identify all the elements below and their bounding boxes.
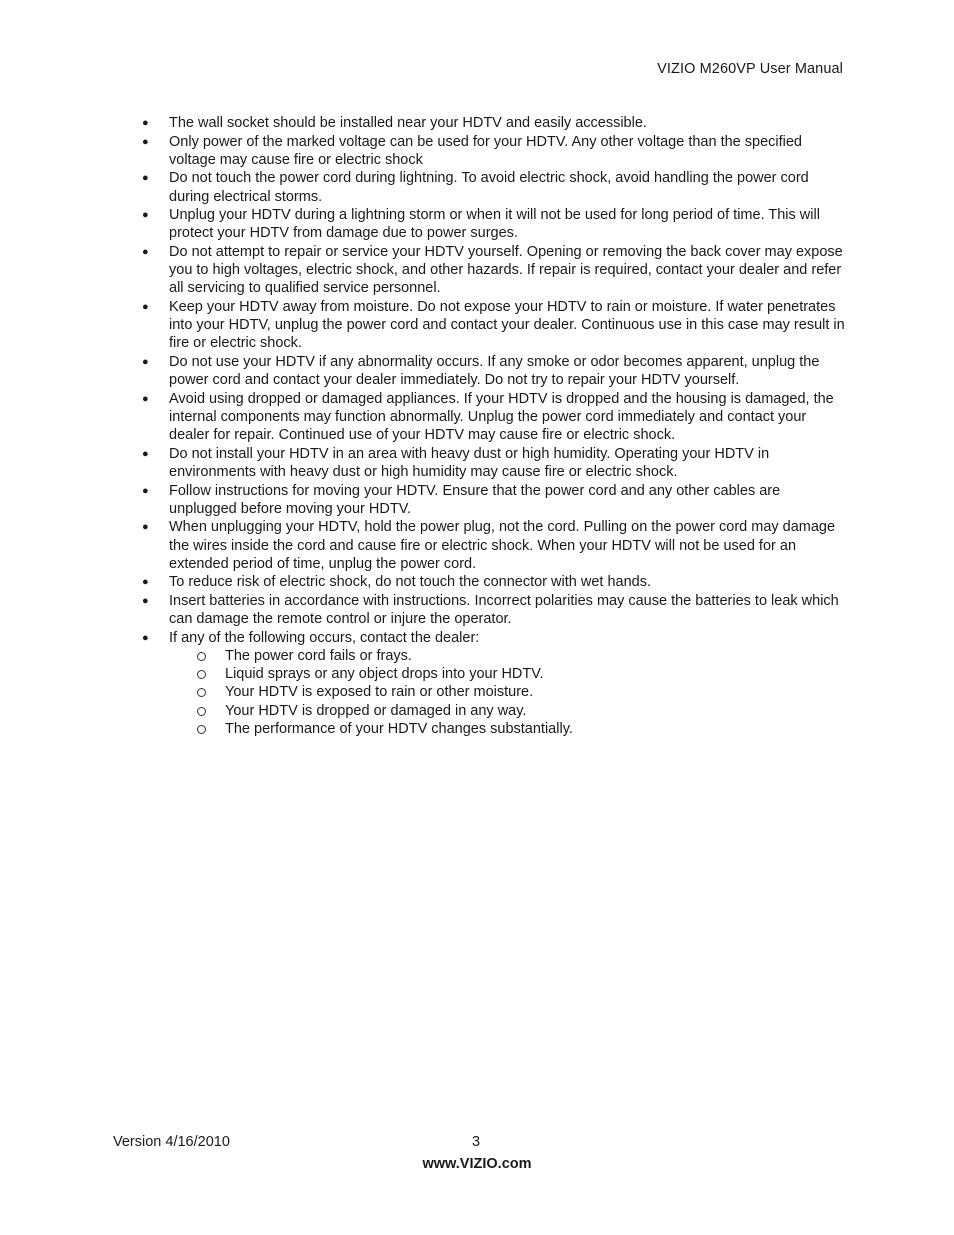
- bullet-dot-icon: ●: [142, 172, 149, 185]
- bullet-item: [140, 629, 850, 738]
- bullet-item: [140, 445, 850, 481]
- bullet-text: Unplug your HDTV during a lightning storm or when it will not be used for long period of time. This will protect your HDTV from damage due to power surges.: [169, 207, 820, 242]
- bullet-text: Avoid using dropped or damaged appliances. If your HDTV is dropped and the housing is damaged, the internal components may function abnormally. Unplug the power cord immediately and contact your dealer for repair. Continued use of your HDTV may cause fire or electric shock.: [169, 390, 834, 444]
- bullet-dot-icon: ●: [142, 447, 149, 460]
- footer-website-link[interactable]: www.VIZIO.com: [422, 1156, 532, 1172]
- bullet-item: [140, 206, 850, 242]
- bullet-item: [140, 573, 850, 591]
- bullet-dot-icon: ●: [142, 392, 149, 405]
- sub-item-text: The performance of your HDTV changes substantially.: [225, 720, 573, 737]
- sub-item-text: Your HDTV is exposed to rain or other moisture.: [225, 684, 534, 701]
- bullet-item: [140, 482, 850, 518]
- hollow-circle-bullet-icon: [197, 725, 206, 734]
- sub-item-text: Liquid sprays or any object drops into your HDTV.: [225, 666, 544, 683]
- page-header-title: VIZIO M260VP User Manual: [657, 61, 843, 77]
- bullet-item: [140, 169, 850, 205]
- hollow-circle-bullet-icon: [197, 670, 206, 679]
- sub-list-item: [169, 702, 850, 720]
- footer-version: Version 4/16/2010: [113, 1134, 230, 1150]
- bullet-item: [140, 390, 850, 445]
- sub-item-text: The power cord fails or frays.: [225, 647, 412, 664]
- bullet-dot-icon: ●: [142, 300, 149, 313]
- bullet-text: If any of the following occurs, contact the dealer:: [169, 629, 480, 646]
- bullet-dot-icon: ●: [142, 135, 149, 148]
- bullet-item: [140, 353, 850, 389]
- bullet-text: Do not attempt to repair or service your HDTV yourself. Opening or removing the back cover may expose you to high voltages, electric shock, and other hazards. If repair is required, contact your dealer and refer all servicing to qualified service personnel.: [169, 243, 843, 297]
- bullet-text: Insert batteries in accordance with instructions. Incorrect polarities may cause the batteries to leak which can damage the remote control or injure the operator.: [169, 592, 839, 628]
- footer-page-number: 3: [472, 1134, 481, 1150]
- bullet-dot-icon: ●: [142, 245, 149, 258]
- sub-list-item: [169, 647, 850, 665]
- bullet-text: When unplugging your HDTV, hold the power plug, not the cord. Pulling on the power cord may damage the wires inside the cord and cause fire or electric shock. When your HDTV will not be used for an extended period of time, unplug the power cord.: [169, 519, 836, 572]
- bullet-item: [140, 114, 850, 132]
- hollow-circle-bullet-icon: [197, 707, 206, 716]
- bullet-text: Do not touch the power cord during lightning. To avoid electric shock, avoid handling the power cord during electrical storms.: [169, 170, 809, 205]
- bullet-dot-icon: ●: [142, 355, 149, 368]
- bullet-dot-icon: ●: [142, 117, 149, 129]
- bullet-text: The wall socket should be installed near your HDTV and easily accessible.: [169, 115, 647, 131]
- bullet-item: [140, 243, 850, 298]
- bullet-text: Keep your HDTV away from moisture. Do not expose your HDTV to rain or moisture. If water penetrates into your HDTV, unplug the power cord and contact your dealer. Continuous use in this case may result in fire or electric shock.: [169, 298, 845, 352]
- bullet-dot-icon: ●: [142, 594, 149, 607]
- bullet-item: [140, 133, 850, 169]
- bullet-dot-icon: ●: [142, 631, 149, 644]
- bullet-text: Do not use your HDTV if any abnormality occurs. If any smoke or odor becomes apparent, unplug the power cord and contact your dealer immediately. Do not try to repair your HDTV yourself.: [169, 353, 820, 389]
- hollow-circle-bullet-icon: [197, 688, 206, 697]
- sub-list-item: [169, 683, 850, 701]
- safety-bullet-list: [140, 114, 850, 738]
- bullet-item: [140, 592, 850, 628]
- sub-item-text: Your HDTV is dropped or damaged in any way.: [225, 702, 527, 719]
- bullet-text: Do not install your HDTV in an area with heavy dust or high humidity. Operating your HDTV in environments with heavy dust or high humidity may cause fire or electric shock.: [169, 445, 770, 480]
- sub-list-item: [169, 665, 850, 683]
- bullet-dot-icon: ●: [142, 484, 149, 497]
- bullet-item: [140, 298, 850, 353]
- dealer-conditions-list: [169, 647, 850, 738]
- bullet-dot-icon: ●: [142, 209, 149, 222]
- bullet-item: [140, 518, 850, 573]
- bullet-text: Only power of the marked voltage can be used for your HDTV. Any other voltage than the specified voltage may cause fire or electric shock: [169, 133, 802, 168]
- bullet-dot-icon: ●: [142, 576, 149, 589]
- sub-list-item: [169, 720, 850, 738]
- hollow-circle-bullet-icon: [197, 652, 206, 661]
- bullet-text: To reduce risk of electric shock, do not touch the connector with wet hands.: [169, 574, 651, 591]
- bullet-dot-icon: ●: [142, 521, 149, 534]
- bullet-text: Follow instructions for moving your HDTV. Ensure that the power cord and any other cables are unplugged before moving your HDTV.: [169, 482, 781, 517]
